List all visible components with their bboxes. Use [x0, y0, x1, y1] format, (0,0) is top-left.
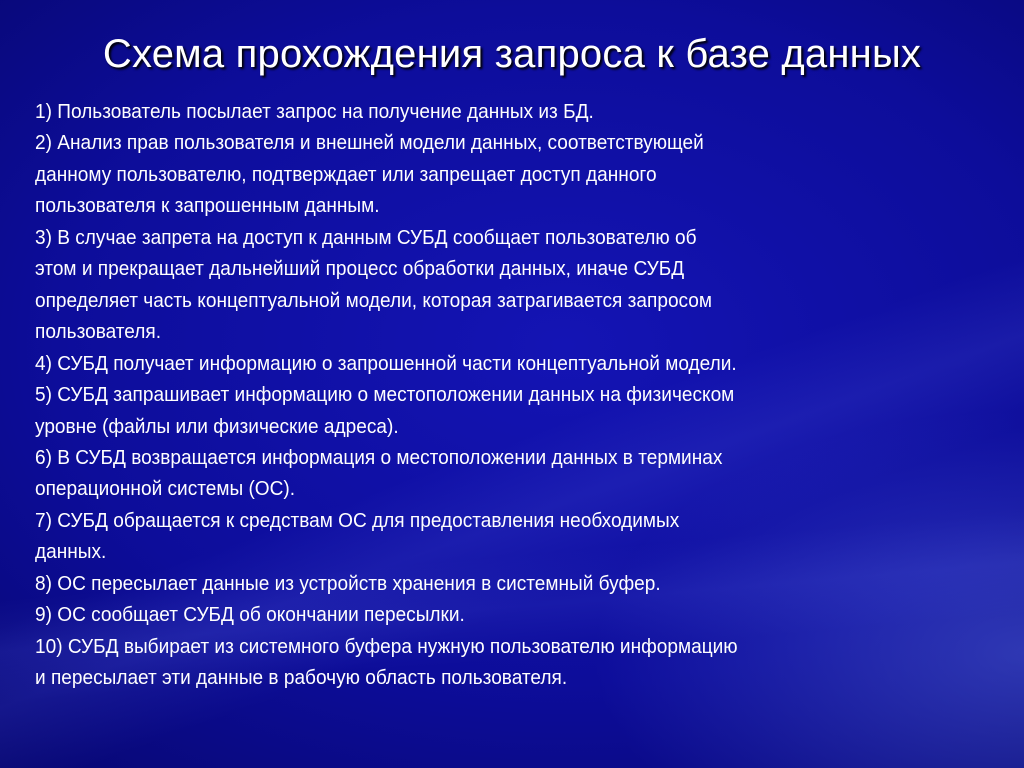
- step-line: пользователя.: [35, 320, 162, 344]
- step-line: 9) ОС сообщает СУБД об окончании пересылки.: [35, 603, 465, 627]
- step-line: пользователя к запрошенным данным.: [35, 194, 380, 218]
- step-line: определяет часть концептуальной модели, которая затрагивается запросом: [35, 288, 713, 312]
- step-line: 6) В СУБД возвращается информация о местоположении данных в терминах: [35, 445, 723, 469]
- step-line: данных.: [35, 540, 107, 564]
- step-line: 10) СУБД выбирает из системного буфера нужную пользователю информацию: [35, 634, 738, 658]
- step-line: 4) СУБД получает информацию о запрошенной части концептуальной модели.: [35, 351, 737, 375]
- step-item: [35, 379, 995, 442]
- step-item: [35, 127, 995, 221]
- step-item: [35, 505, 995, 568]
- step-item: [35, 599, 995, 630]
- step-item: [35, 96, 995, 127]
- step-line: 3) В случае запрета на доступ к данным СУБД сообщает пользователю об: [35, 225, 697, 249]
- step-item: [35, 442, 995, 505]
- slide-title: Схема прохождения запроса к базе данных: [102, 32, 922, 76]
- step-line: 1) Пользователь посылает запрос на получение данных из БД.: [35, 100, 594, 123]
- step-line: 7) СУБД обращается к средствам ОС для предоставления необходимых: [35, 508, 680, 532]
- step-line: 2) Анализ прав пользователя и внешней модели данных, соответствующей: [35, 131, 704, 155]
- step-item: [35, 348, 995, 379]
- step-line: этом и прекращает дальнейший процесс обработки данных, иначе СУБД: [35, 257, 685, 281]
- step-line: 5) СУБД запрашивает информацию о местоположении данных на физическом: [35, 383, 735, 407]
- step-line: операционной системы (ОС).: [35, 477, 296, 501]
- step-line: и пересылает эти данные в рабочую область пользователя.: [35, 666, 568, 690]
- step-line: данному пользователю, подтверждает или запрещает доступ данного: [35, 162, 657, 186]
- steps-list: [35, 96, 995, 694]
- step-item: [35, 222, 995, 348]
- step-item: [35, 568, 995, 599]
- step-item: [35, 631, 995, 694]
- step-line: 8) ОС пересылает данные из устройств хранения в системный буфер.: [35, 571, 661, 595]
- step-line: уровне (файлы или физические адреса).: [35, 414, 399, 438]
